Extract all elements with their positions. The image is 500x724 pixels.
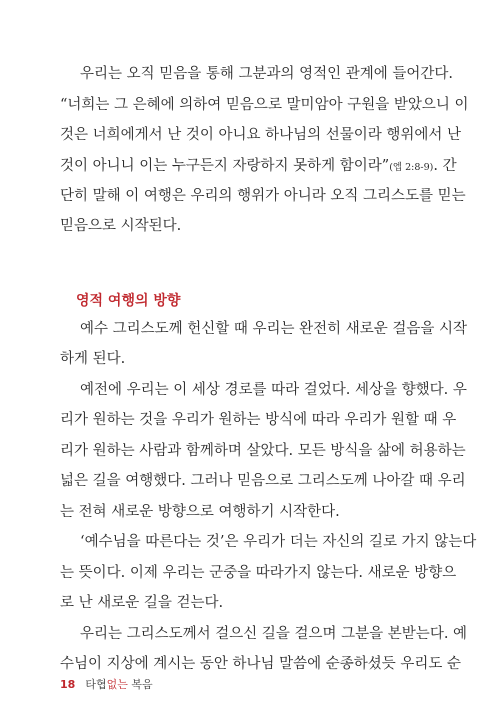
para1-line4 xyxy=(60,158,457,174)
section-heading: 영적 여행의 방향 xyxy=(76,293,181,309)
para3-line4: 넓은 길을 여행했다. 그러나 믿음으로 그리스도께 나아갈 때 우리 xyxy=(60,473,466,489)
para1-line1: 우리는 오직 믿음을 통해 그분과의 영적인 관계에 들어간다. xyxy=(80,66,454,82)
para5-line1: 우리는 그리스도께서 걸으신 길을 걸으며 그분을 본받는다. 예 xyxy=(80,626,468,642)
para1-line3: 것은 너희에게서 난 것이 아니요 하나님의 선물이라 행위에서 난 xyxy=(60,127,462,143)
para3-line2: 리가 원하는 것을 우리가 원하는 방식에 따라 우리가 원할 때 우 xyxy=(60,412,457,428)
para3-line1: 예전에 우리는 이 세상 경로를 따라 걸었다. 세상을 향했다. 우 xyxy=(80,382,467,398)
para2-line1: 예수 그리스도께 헌신할 때 우리는 완전히 새로운 걸음을 시작 xyxy=(80,321,468,337)
quote-text: 것이 아니니 이는 누구든지 자랑하지 못하게 함이라” xyxy=(60,158,390,174)
para1-line5: 단히 말해 이 여행은 우리의 행위가 아니라 오직 그리스도를 믿는 xyxy=(60,188,466,204)
page-number: 18 xyxy=(60,678,76,691)
quote-end: . 간 xyxy=(433,158,457,174)
book-title-accent: 없는 xyxy=(106,678,128,691)
para1-line6: 믿음으로 시작된다. xyxy=(60,218,182,234)
page-footer xyxy=(60,676,153,692)
para3-line5: 는 전혀 새로운 방향으로 여행하기 시작한다. xyxy=(60,504,340,520)
para3-line3: 리가 원하는 사람과 함께하며 살았다. 모든 방식을 삶에 허용하는 xyxy=(60,443,466,459)
para2-line2: 하게 된다. xyxy=(60,351,126,367)
para4-line2: 는 뜻이다. 이제 우리는 군중을 따라가지 않는다. 새로운 방향으 xyxy=(60,565,457,581)
para5-line2: 수님이 지상에 계시는 동안 하나님 말씀에 순종하셨듯 우리도 순 xyxy=(60,656,462,672)
book-title-start: 타협 xyxy=(85,678,107,691)
book-title-end: 복음 xyxy=(127,678,153,691)
scripture-reference: (엡 2:8-9) xyxy=(389,162,434,173)
para4-line1: ‘예수님을 따른다는 것’은 우리가 더는 자신의 길로 가지 않는다 xyxy=(80,534,477,550)
para1-line2: “너희는 그 은혜에 의하여 믿음으로 말미암아 구원을 받았으니 이 xyxy=(60,97,469,113)
para4-line3: 로 난 새로운 길을 걷는다. xyxy=(60,595,224,611)
